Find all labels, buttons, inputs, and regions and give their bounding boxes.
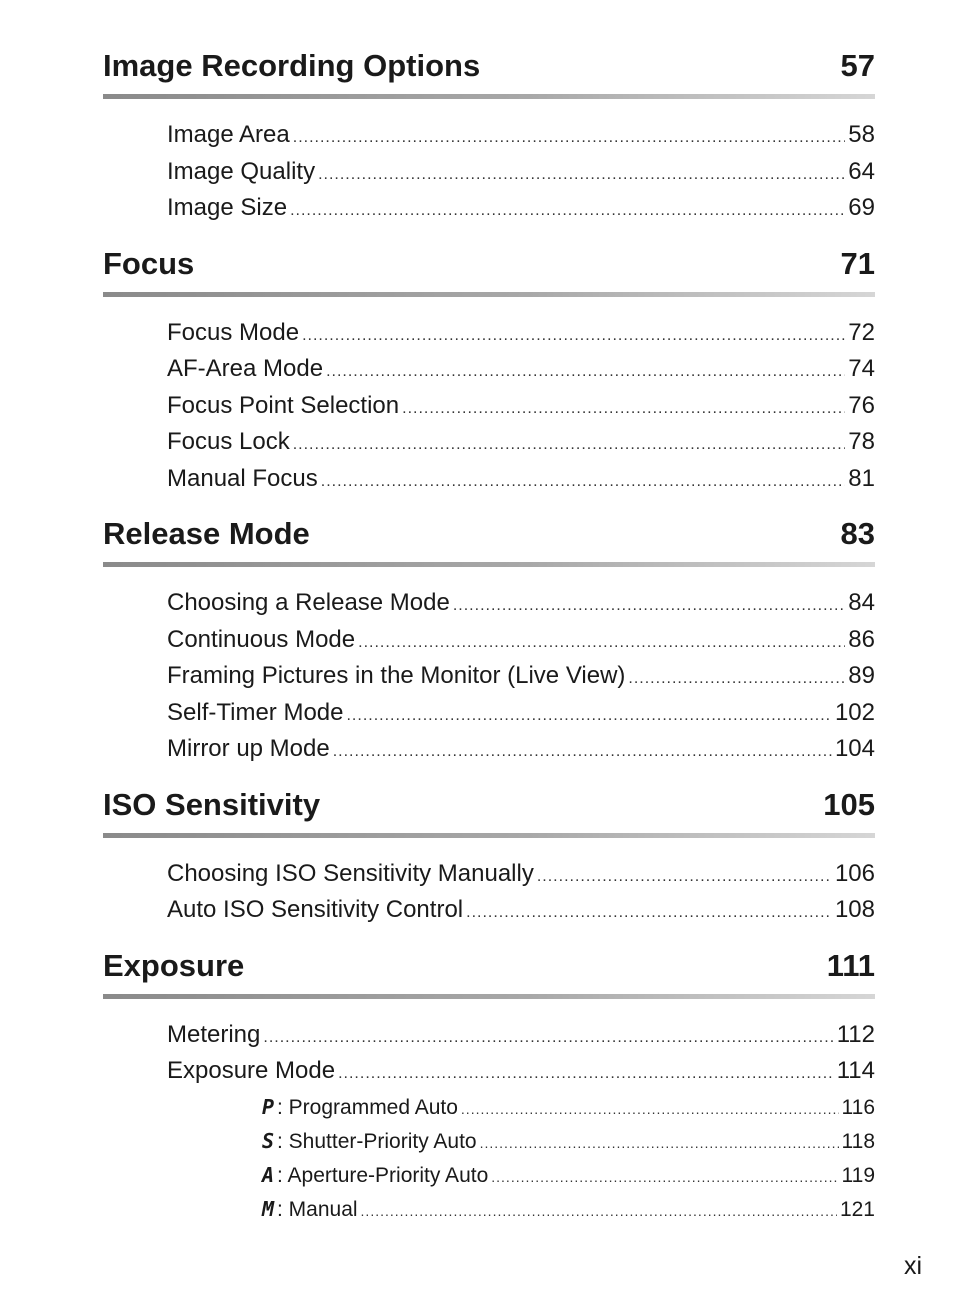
entry-label: Exposure Mode	[167, 1057, 336, 1084]
entry-list	[103, 99, 875, 227]
entry-page: 72	[848, 318, 875, 346]
toc-entry[interactable]	[167, 731, 875, 768]
section-page: 57	[840, 48, 875, 83]
entry-label: Manual Focus	[167, 464, 318, 492]
entry-page: 121	[839, 1197, 875, 1221]
table-of-contents	[103, 0, 875, 1226]
toc-subentry[interactable]	[262, 1192, 875, 1226]
dot-leader	[402, 391, 845, 428]
toc-entry[interactable]	[167, 695, 875, 732]
dot-leader	[346, 698, 831, 735]
entry-page: 119	[841, 1163, 875, 1187]
section-heading[interactable]	[103, 0, 875, 99]
section-title: Release Mode	[103, 516, 310, 551]
dot-leader	[321, 464, 846, 501]
toc-entry[interactable]	[167, 388, 875, 425]
entry-page: 64	[848, 157, 875, 185]
entry-page: 112	[836, 1020, 875, 1048]
dot-leader	[293, 427, 846, 464]
dot-leader	[263, 1020, 833, 1057]
entry-page: 78	[848, 428, 875, 455]
section-title: Exposure	[103, 947, 245, 983]
toc-entry[interactable]	[167, 461, 875, 498]
toc-entry[interactable]	[167, 117, 875, 154]
entry-label: Image Quality	[167, 157, 316, 185]
entry-list	[103, 567, 875, 768]
entry-list	[103, 297, 875, 498]
entry-label: Choosing a Release Mode	[167, 589, 450, 616]
entry-page: 84	[848, 589, 875, 616]
entry-page: 86	[848, 625, 875, 653]
dot-leader	[491, 1160, 838, 1194]
entry-page: 104	[834, 735, 875, 762]
entry-label: Framing Pictures in the Monitor (Live View)	[167, 662, 626, 689]
toc-entry[interactable]	[167, 1017, 875, 1054]
dot-leader	[461, 1092, 839, 1126]
entry-label: Focus Point Selection	[167, 391, 400, 419]
entry-label: AF-Area Mode	[167, 355, 324, 382]
dot-leader	[358, 625, 845, 662]
section-heading[interactable]	[103, 227, 875, 297]
section-heading[interactable]	[103, 497, 875, 567]
toc-entry[interactable]	[167, 424, 875, 461]
toc-entry[interactable]	[167, 1053, 875, 1090]
entry-page: 102	[834, 698, 875, 726]
section-page: 71	[840, 245, 875, 281]
toc-entry[interactable]	[167, 315, 875, 352]
entry-page: 69	[848, 194, 875, 221]
entry-label: Image Area	[167, 121, 290, 148]
dot-leader	[318, 157, 845, 194]
section-title: ISO Sensitivity	[103, 786, 321, 822]
entry-list	[103, 999, 875, 1226]
dot-leader	[537, 859, 832, 896]
toc-entry[interactable]	[167, 351, 875, 388]
mode-a-icon: A	[262, 1162, 275, 1187]
section-heading[interactable]	[103, 768, 875, 838]
entry-page: 89	[848, 662, 875, 689]
section-page: 111	[826, 947, 875, 983]
section-page: 105	[823, 786, 875, 822]
entry-label: Auto ISO Sensitivity Control	[167, 896, 464, 923]
toc-entry[interactable]	[167, 658, 875, 695]
dot-leader	[466, 895, 832, 932]
entry-page: 108	[834, 896, 875, 923]
entry-page: 58	[848, 121, 875, 148]
entry-label: Image Size	[167, 194, 288, 221]
dot-leader	[290, 193, 845, 230]
mode-p-icon: P	[262, 1094, 275, 1119]
entry-page: 106	[834, 859, 875, 887]
dot-leader	[326, 354, 845, 391]
dot-leader	[333, 734, 832, 771]
section-page: 83	[840, 516, 875, 551]
dot-leader	[628, 661, 845, 698]
toc-entry[interactable]	[167, 622, 875, 659]
entry-label: Focus Mode	[167, 318, 300, 346]
toc-entry[interactable]	[167, 892, 875, 929]
toc-entry[interactable]	[167, 585, 875, 622]
entry-label: : Programmed Auto	[277, 1095, 458, 1119]
dot-leader	[480, 1126, 839, 1160]
section-heading[interactable]	[103, 929, 875, 999]
entry-page: 76	[848, 391, 875, 419]
entry-page: 81	[848, 464, 875, 492]
mode-s-icon: S	[262, 1128, 275, 1153]
dot-leader	[302, 318, 845, 355]
dot-leader	[293, 120, 846, 157]
entry-label: : Shutter-Priority Auto	[277, 1129, 477, 1153]
toc-subentry[interactable]	[262, 1090, 875, 1124]
entry-page: 118	[841, 1129, 875, 1153]
entry-label: Focus Lock	[167, 428, 290, 455]
dot-leader	[338, 1056, 834, 1093]
toc-entry[interactable]	[167, 190, 875, 227]
page-number: xi	[903, 1252, 922, 1280]
entry-label: : Manual	[277, 1197, 358, 1221]
entry-label: Continuous Mode	[167, 625, 356, 653]
entry-page: 74	[848, 355, 875, 382]
toc-subentry[interactable]	[262, 1158, 875, 1192]
entry-page: 116	[841, 1095, 875, 1119]
entry-label: Self-Timer Mode	[167, 698, 344, 726]
mode-m-icon: M	[262, 1196, 275, 1221]
section-title: Focus	[103, 245, 195, 281]
toc-entry[interactable]	[167, 856, 875, 893]
dot-leader	[453, 588, 845, 625]
entry-list	[103, 838, 875, 929]
entry-label: Choosing ISO Sensitivity Manually	[167, 859, 534, 887]
entry-page: 114	[836, 1057, 875, 1084]
entry-label: : Aperture-Priority Auto	[277, 1163, 489, 1187]
entry-label: Mirror up Mode	[167, 735, 330, 762]
section-title: Image Recording Options	[103, 48, 481, 83]
toc-entry[interactable]	[167, 154, 875, 191]
toc-subentry[interactable]	[262, 1124, 875, 1158]
dot-leader	[361, 1194, 837, 1228]
entry-label: Metering	[167, 1020, 261, 1048]
